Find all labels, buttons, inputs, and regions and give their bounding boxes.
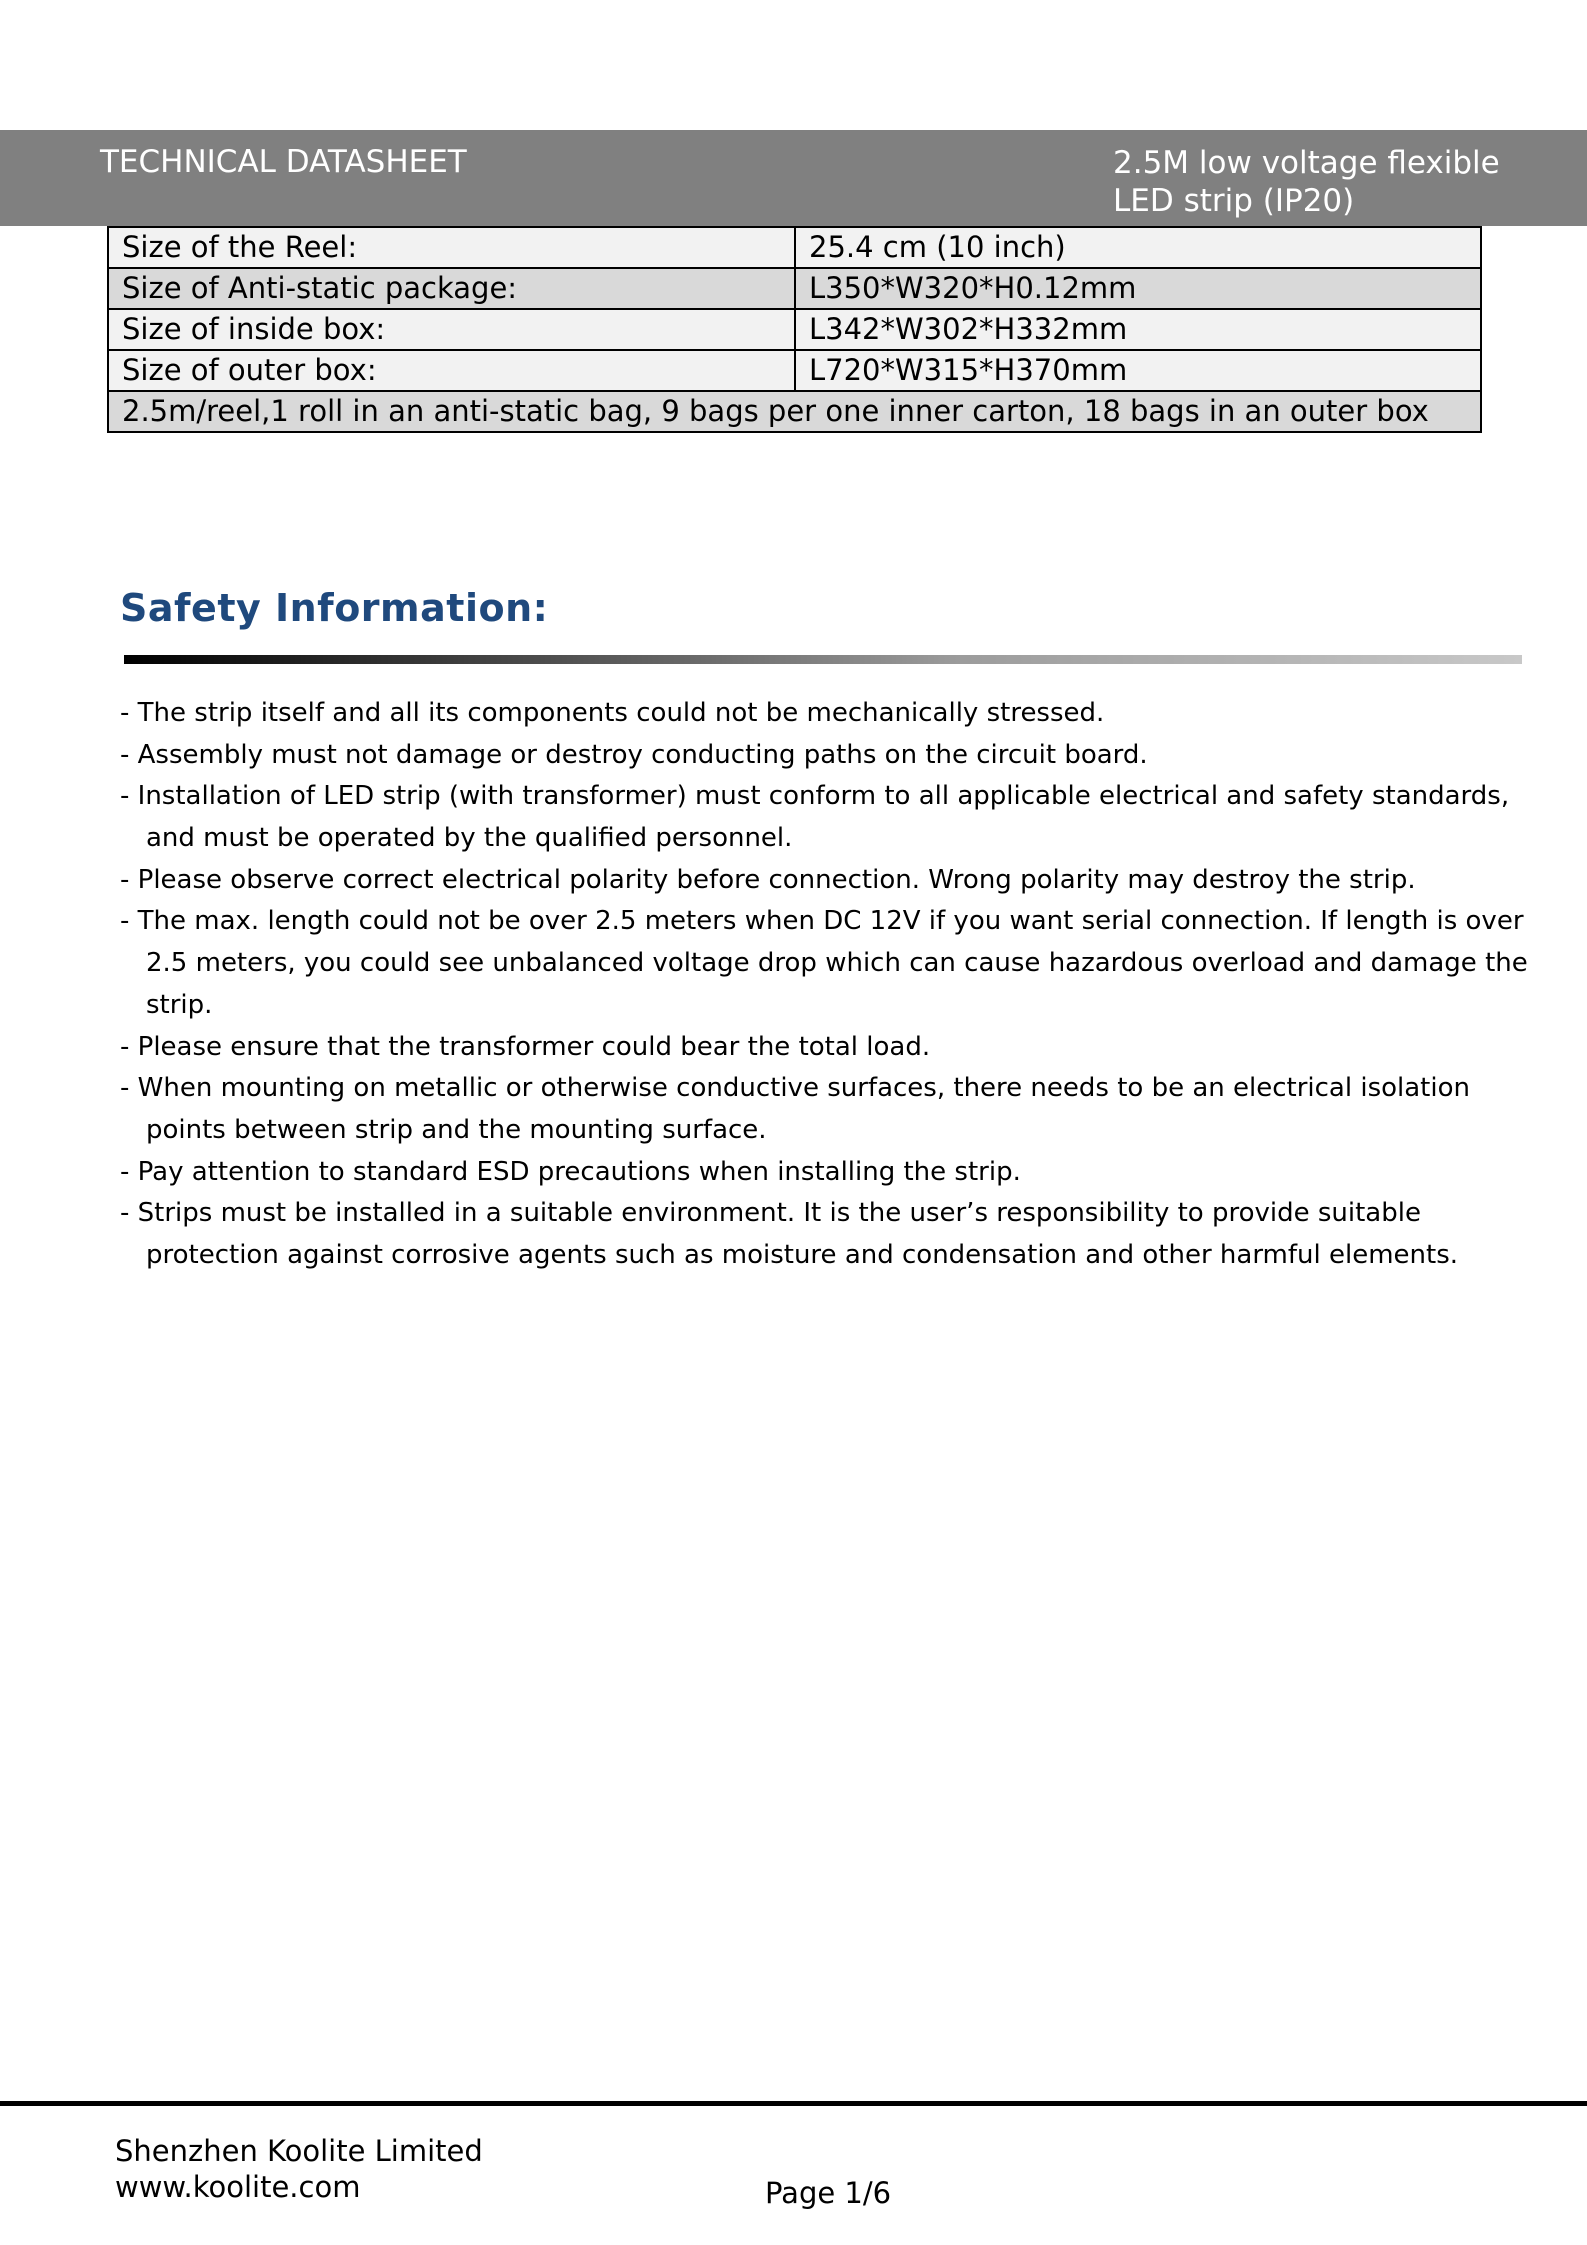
product-title [1113, 144, 1500, 220]
table-row [108, 268, 1481, 309]
header-band [0, 130, 1587, 226]
section-title: Safety Information: [120, 586, 549, 630]
list-item: - When mounting on metallic or otherwise conductive surfaces, there needs to be an electrical isolation [120, 1073, 1470, 1104]
gradient-divider [124, 655, 1522, 664]
list-item-continuation: protection against corrosive agents such as moisture and condensation and other harmful elements. [146, 1239, 1459, 1270]
row-label: Size of inside box: [108, 309, 795, 350]
list-item-continuation: and must be operated by the qualified personnel. [146, 823, 793, 854]
document-type: TECHNICAL DATASHEET [100, 144, 467, 180]
table-row [108, 227, 1481, 268]
company-website: www.koolite.com [115, 2170, 361, 2204]
row-label: Size of Anti-static package: [108, 268, 795, 309]
packaging-summary: 2.5m/reel,1 roll in an anti-static bag, 9 bags per one inner carton, 18 bags in an outer box [108, 391, 1481, 432]
row-value: L350*W320*H0.12mm [795, 268, 1481, 309]
list-item: - Installation of LED strip (with transformer) must conform to all applicable electrical and safety standards, [120, 781, 1510, 812]
footer-divider [0, 2101, 1587, 2106]
table-row [108, 350, 1481, 391]
list-item: - Assembly must not damage or destroy conducting paths on the circuit board. [120, 739, 1148, 770]
row-label: Size of outer box: [108, 350, 795, 391]
page-number: Page 1/6 [765, 2176, 892, 2210]
row-value: 25.4 cm (10 inch) [795, 227, 1481, 268]
row-label: Size of the Reel: [108, 227, 795, 268]
table-row [108, 309, 1481, 350]
row-value: L720*W315*H370mm [795, 350, 1481, 391]
list-item: - Strips must be installed in a suitable environment. It is the user’s responsibility to provide suitable [120, 1198, 1421, 1229]
list-item: - The strip itself and all its components could not be mechanically stressed. [120, 698, 1105, 728]
footer-company-block [115, 2133, 483, 2205]
list-item-continuation: 2.5 meters, you could see unbalanced voltage drop which can cause hazardous overload and damage the [146, 948, 1528, 979]
safety-list [120, 693, 1528, 1277]
packaging-table [107, 226, 1482, 433]
list-item: - Please ensure that the transformer could bear the total load. [120, 1031, 931, 1062]
list-item-continuation: points between strip and the mounting surface. [146, 1114, 767, 1145]
product-title-line-1: 2.5M low voltage flexible [1113, 145, 1500, 181]
list-item: - Please observe correct electrical polarity before connection. Wrong polarity may destroy the strip. [120, 864, 1416, 895]
list-item: - The max. length could not be over 2.5 meters when DC 12V if you want serial connection. If length is over [120, 906, 1524, 937]
list-item: - Pay attention to standard ESD precautions when installing the strip. [120, 1156, 1021, 1187]
company-name: Shenzhen Koolite Limited [115, 2134, 483, 2168]
list-item-continuation: strip. [146, 989, 213, 1020]
table-summary-row [108, 391, 1481, 432]
row-value: L342*W302*H332mm [795, 309, 1481, 350]
product-title-line-2: LED strip (IP20) [1113, 183, 1355, 219]
